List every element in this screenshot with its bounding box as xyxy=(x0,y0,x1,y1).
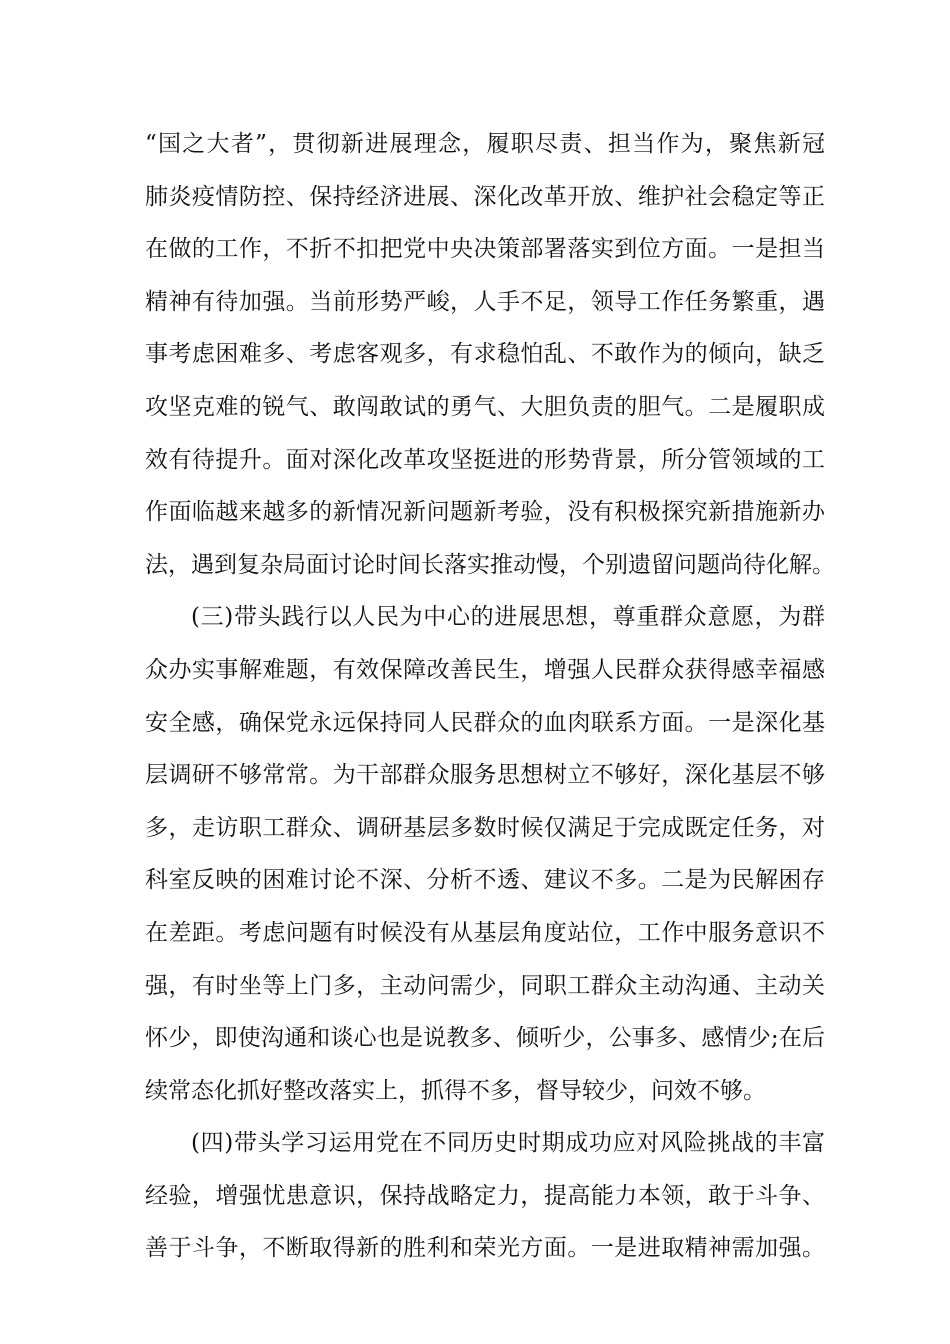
text-line: 作面临越来越多的新情况新问题新考验，没有积极探究新措施新办 xyxy=(145,499,825,526)
text-line: 多，走访职工群众、调研基层多数时候仅满足于完成既定任务，对 xyxy=(145,814,825,841)
text-line: 善于斗争，不断取得新的胜利和荣光方面。一是进取精神需加强。 xyxy=(145,1235,825,1262)
text-line: 在差距。考虑问题有时候没有从基层角度站位，工作中服务意识不 xyxy=(145,919,825,946)
text-line: 精神有待加强。当前形势严峻，人手不足，领导工作任务繁重，遇 xyxy=(145,288,825,315)
text-line: 在做的工作，不折不扣把党中央决策部署落实到位方面。一是担当 xyxy=(145,236,825,263)
paragraph-end-line: 续常态化抓好整改落实上，抓得不多，督导较少，问效不够。 xyxy=(145,1077,766,1104)
text-line: 科室反映的困难讨论不深、分析不透、建议不多。二是为民解困存 xyxy=(145,867,825,894)
text-line: 怀少，即使沟通和谈心也是说教多、倾听少，公事多、感情少;在后 xyxy=(145,1025,825,1052)
text-line: 肺炎疫情防控、保持经济进展、深化改革开放、维护社会稳定等正 xyxy=(145,183,825,210)
text-line: 安全感，确保党永远保持同人民群众的血肉联系方面。一是深化基 xyxy=(145,709,825,736)
text-line: 经验，增强忧患意识，保持战略定力，提高能力本领，敢于斗争、 xyxy=(145,1182,825,1209)
text-line: 效有待提升。面对深化改革攻坚挺进的形势背景，所分管领域的工 xyxy=(145,446,825,473)
body-text xyxy=(145,118,835,1275)
text-line: 众办实事解难题，有效保障改善民生，增强人民群众获得感幸福感 xyxy=(145,656,825,683)
text-line: 强，有时坐等上门多，主动问需少，同职工群众主动沟通、主动关 xyxy=(145,972,825,999)
text-line: 法，遇到复杂局面讨论时间长落实推动慢，个别遗留问题尚待化解。 xyxy=(145,551,835,578)
paragraph-start-line: (四)带头学习运用党在不同历史时期成功应对风险挑战的丰富 xyxy=(191,1130,825,1157)
text-line: 事考虑困难多、考虑客观多，有求稳怕乱、不敢作为的倾向，缺乏 xyxy=(145,341,825,368)
text-line: 层调研不够常常。为干部群众服务思想树立不够好，深化基层不够 xyxy=(145,762,825,789)
paragraph-start-line: (三)带头践行以人民为中心的进展思想，尊重群众意愿，为群 xyxy=(191,604,825,631)
text-line: 攻坚克难的锐气、敢闯敢试的勇气、大胆负责的胆气。二是履职成 xyxy=(145,393,825,420)
text-line: “国之大者”，贯彻新进展理念，履职尽责、担当作为，聚焦新冠 xyxy=(145,131,825,157)
